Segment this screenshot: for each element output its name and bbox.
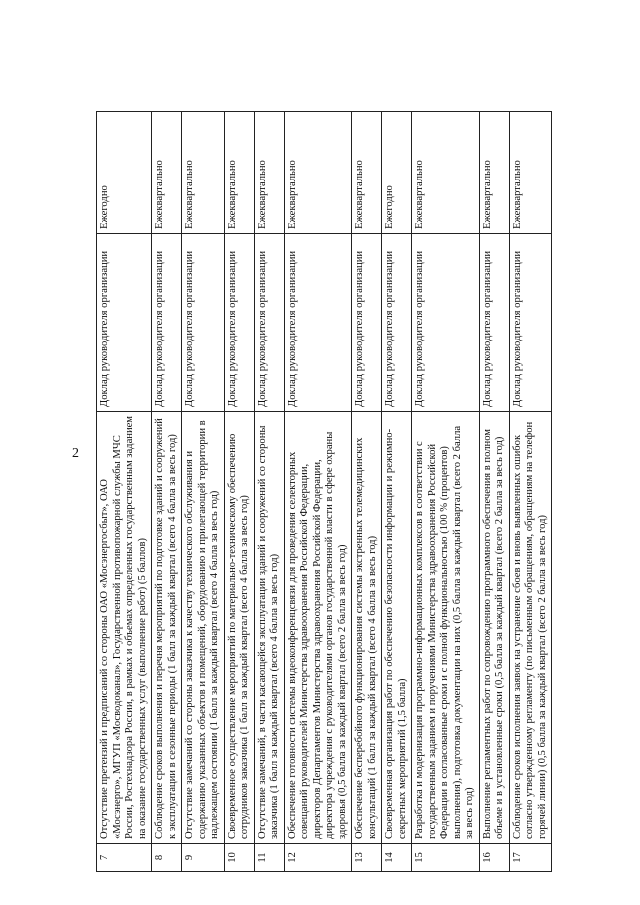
criterion-text: Соблюдение сроков исполнения заявок на устранение сбоев и вновь выявленных ошибок согласно утвержденному регламенту (по письменным обращениям, обращениям на телефон горячей линии) (0,5 балла за каждый квартал (всего 2 балла за весь год) — [509, 412, 552, 844]
table-row — [224, 112, 254, 872]
page-number: 2 — [72, 446, 79, 461]
report-form: Доклад руководителя организации — [412, 234, 480, 412]
row-number: 13 — [352, 844, 382, 872]
periodicity: Ежеквартально — [479, 112, 509, 234]
table-row — [479, 112, 509, 872]
criteria-table — [96, 111, 552, 872]
row-number: 8 — [152, 844, 182, 872]
report-form: Доклад руководителя организации — [97, 234, 152, 412]
table-row — [152, 112, 182, 872]
table-row — [382, 112, 412, 872]
row-number: 11 — [254, 844, 284, 872]
criterion-text: Своевременное осуществление мероприятий по материально-техническому обеспечению сотрудников заказчика (1 балл за каждый квартал (всего 4 балла за весь год) — [224, 412, 254, 844]
report-form: Доклад руководителя организации — [284, 234, 352, 412]
row-number: 9 — [182, 844, 225, 872]
periodicity: Ежеквартально — [182, 112, 225, 234]
periodicity: Ежеквартально — [224, 112, 254, 234]
rotated-table-wrapper — [96, 112, 616, 872]
table-row — [509, 112, 552, 872]
report-form: Доклад руководителя организации — [509, 234, 552, 412]
periodicity: Ежеквартально — [254, 112, 284, 234]
periodicity: Ежеквартально — [152, 112, 182, 234]
table-row — [284, 112, 352, 872]
report-form: Доклад руководителя организации — [382, 234, 412, 412]
criterion-text: Обеспечение готовности системы видеоконференцсвязи для проведения селекторных совещаний руководителей Министерства здравоохранения Российской Федерации, директоров Департаментов Министерства здравоохранения Российской Федерации, директора учреждения с руководителями органов государственной власти в сфере охраны здоровья (0,5 балла за каждый квартал (всего 2 балла за весь год) — [284, 412, 352, 844]
row-number: 10 — [224, 844, 254, 872]
periodicity: Ежеквартально — [352, 112, 382, 234]
criterion-text: Соблюдение сроков выполнения и перечня мероприятий по подготовке зданий и сооружений к эксплуатации в сезонные периоды (1 балл за каждый квартал (всего 4 балла за весь год) — [152, 412, 182, 844]
criterion-text: Разработка и модернизация программно-информационных комплексов в соответствии с государственным заданием и поручениями Министерства здравоохранения Российской Федерации в согласованные сроки и с полной функциональностью (100 % (процентов) выполнения), подготовка документации на них (0,5 балла за каждый квартал (всего 2 балла за весь год) — [412, 412, 480, 844]
row-number: 14 — [382, 844, 412, 872]
report-form: Доклад руководителя организации — [352, 234, 382, 412]
report-form: Доклад руководителя организации — [182, 234, 225, 412]
criterion-text: Своевременная организация работ по обеспечению безопасности информации и режимно-секретных мероприятий (1,5 балла) — [382, 412, 412, 844]
criterion-text: Выполнение регламентных работ по сопровождению программного обеспечения в полном объеме и в установленные сроки (0,5 балла за каждый квартал (всего 2 балла за весь год) — [479, 412, 509, 844]
table-row — [97, 112, 152, 872]
table-row — [412, 112, 480, 872]
report-form: Доклад руководителя организации — [479, 234, 509, 412]
report-form: Доклад руководителя организации — [254, 234, 284, 412]
periodicity: Ежеквартально — [509, 112, 552, 234]
table-row — [352, 112, 382, 872]
criterion-text: Обеспечение бесперебойного функционирования системы экстренных телемедицинских консультаций (1 балл за каждый квартал (всего 4 балла за весь год) — [352, 412, 382, 844]
periodicity: Ежеквартально — [412, 112, 480, 234]
table-row — [254, 112, 284, 872]
row-number: 7 — [97, 844, 152, 872]
report-form: Доклад руководителя организации — [224, 234, 254, 412]
row-number: 17 — [509, 844, 552, 872]
row-number: 12 — [284, 844, 352, 872]
criterion-text: Отсутствие замечаний со стороны заказчика к качеству технического обслуживания и содержанию указанных объектов и помещений, оборудованию и прилегающей территории в надлежащем состоянии (1 балл за каждый квартал (всего 4 балла за весь год) — [182, 412, 225, 844]
periodicity: Ежегодно — [97, 112, 152, 234]
criterion-text: Отсутствие замечаний, в части касающейся эксплуатации зданий и сооружений со стороны заказчика (1 балл за каждый квартал (всего 4 балла за весь год) — [254, 412, 284, 844]
periodicity: Ежегодно — [382, 112, 412, 234]
table-row — [182, 112, 225, 872]
report-form: Доклад руководителя организации — [152, 234, 182, 412]
periodicity: Ежеквартально — [284, 112, 352, 234]
row-number: 15 — [412, 844, 480, 872]
row-number: 16 — [479, 844, 509, 872]
criterion-text: Отсутствие претензий и предписаний со стороны ОАО «Мосэнергосбыт», ОАО «Мосэнерго», МГУП «Мосводоканал», Государственной противопожарной службы МЧС России, Ростехнадзора России, в рамках и объемах определенных государственным заданием на оказание государственных услуг (выполнение работ) (5 баллов) — [97, 412, 152, 844]
